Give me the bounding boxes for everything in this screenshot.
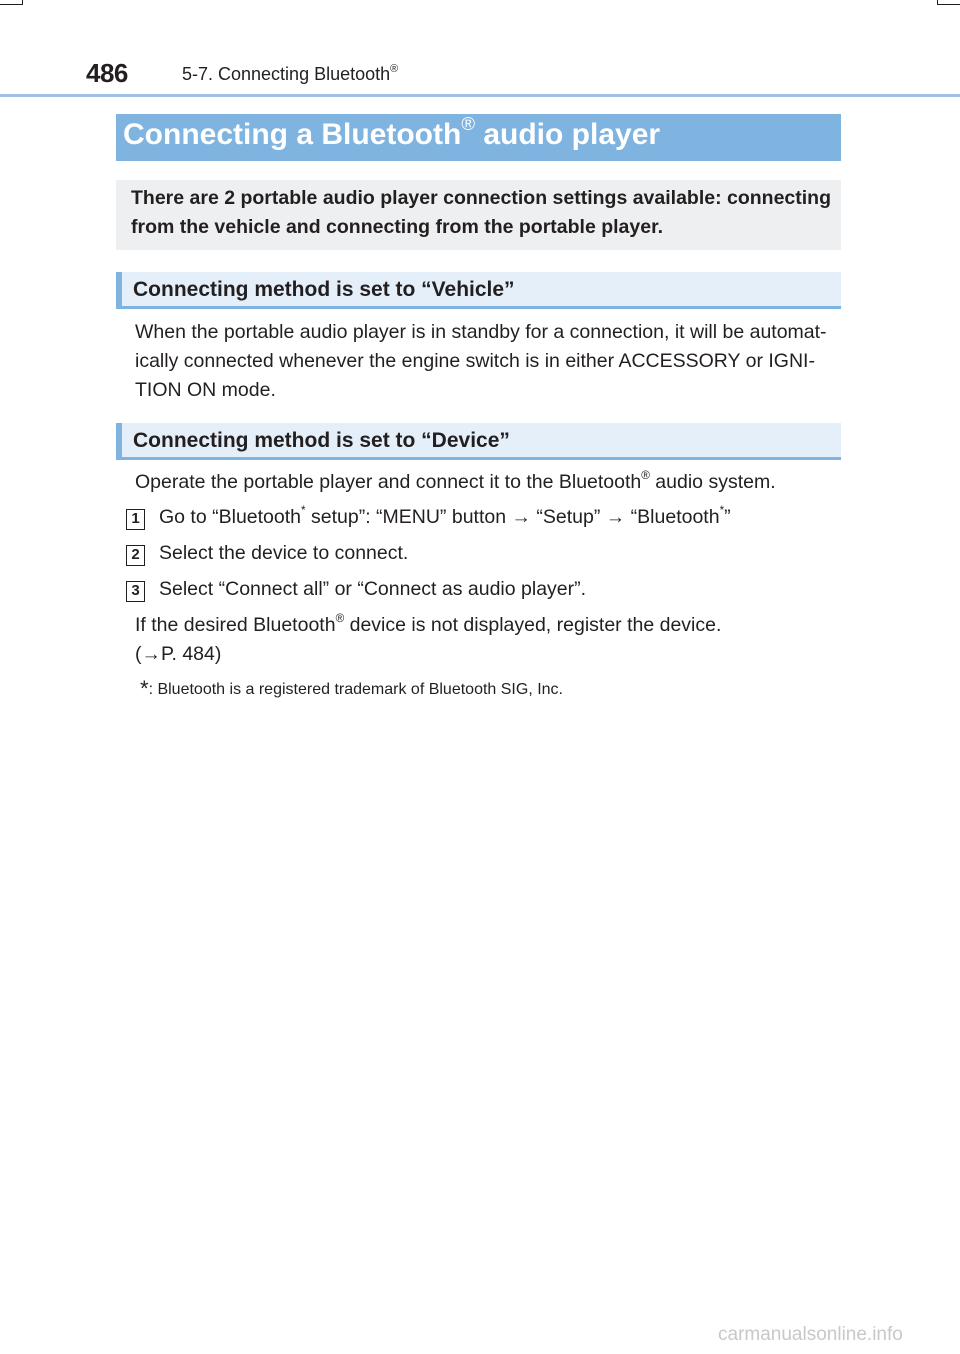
intro-line: There are 2 portable audio player connection settings available: connecting — [131, 187, 832, 209]
crop-mark — [937, 4, 960, 5]
registered-mark: ® — [390, 62, 399, 75]
asterisk: * — [140, 676, 149, 701]
vehicle-heading: Connecting method is set to “Vehicle” — [116, 272, 841, 309]
step-text: Go to “Bluetooth* setup”: “MENU” button → “Setup” → “Bluetooth*” — [159, 504, 731, 528]
step-number: 1 — [126, 509, 145, 530]
registered-mark: ® — [461, 113, 476, 135]
page-header — [0, 54, 960, 98]
step-text: Select the device to connect. — [159, 542, 409, 564]
crop-mark — [22, 0, 23, 5]
step-number: 3 — [126, 581, 145, 602]
watermark: carmanualsonline.info — [718, 1324, 903, 1345]
step-number: 2 — [126, 545, 145, 566]
header-rule — [0, 94, 960, 97]
vehicle-paragraph: When the portable audio player is in standby for a connection, it will be automat- ically connected whenever the engine switch is in either ACCESSORY or IGNI- TION ON mode. — [135, 321, 827, 401]
step-3 — [126, 578, 846, 607]
asterisk: * — [301, 504, 306, 518]
registered-mark: ® — [641, 469, 650, 483]
step-1 — [126, 504, 846, 535]
page-number: 486 — [86, 58, 128, 88]
section-title: Connecting a Bluetooth® audio player — [116, 114, 841, 161]
intro-box — [116, 180, 841, 250]
intro-line: from the vehicle and connecting from the portable player. — [131, 216, 664, 238]
page-reference: (→P. 484) — [135, 643, 222, 665]
chapter-title: 5-7. Connecting Bluetooth® — [182, 62, 399, 84]
step-text: Select “Connect all” or “Connect as audio player”. — [159, 578, 587, 600]
step-2 — [126, 542, 846, 571]
crop-mark — [0, 4, 22, 5]
registered-mark: ® — [335, 612, 345, 626]
device-note: If the desired Bluetooth® device is not displayed, register the device. (→P. 484) — [135, 611, 835, 669]
device-intro: Operate the portable player and connect it to the Bluetooth® audio system. — [135, 469, 776, 493]
device-heading: Connecting method is set to “Device” — [116, 423, 841, 460]
asterisk: * — [719, 504, 725, 518]
footnote: *: Bluetooth is a registered trademark of Bluetooth SIG, Inc. — [140, 676, 563, 701]
